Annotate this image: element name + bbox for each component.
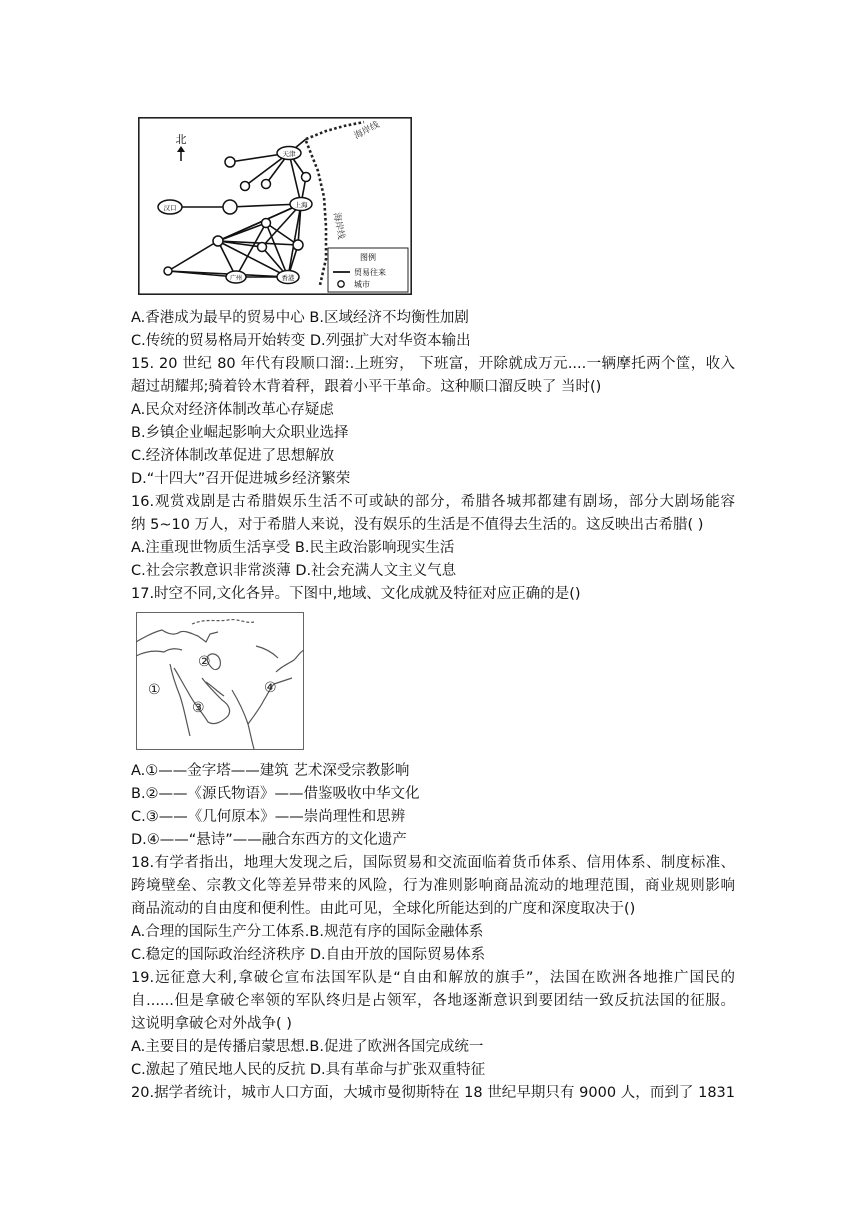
q18-options-ab: A.合理的国际生产分工体系.B.规范有序的国际金融体系 [131, 924, 484, 940]
q19-options-cd: C.激起了殖民地人民的反抗 D.具有革命与扩张双重特征 [131, 1062, 486, 1078]
q18-stem-line1: 18.有学者指出，地理大发现之后，国际贸易和交流面临着货币体系、信用体系、制度标准、 [131, 855, 735, 871]
q15-option-c: C.经济体制改革促进了思想解放 [131, 448, 335, 464]
city-tianjin [277, 147, 301, 160]
q16-stem-line1: 16.观赏戏剧是古希腊娱乐生活不可或缺的部分，希腊各城邦都建有剧场，部分大剧场能容 [131, 494, 735, 510]
map-label-4: ④ [264, 680, 277, 696]
q15-stem-line2: 超过胡耀邦;骑着铃木背着秤，跟着小平干革命。这种顺口溜反映了 当时() [131, 379, 602, 395]
q14-options-ab: A.香港成为最早的贸易中心 B.区域经济不均衡性加剧 [131, 310, 469, 326]
coastline-label-right: 海岸线 [331, 211, 346, 241]
q20-stem-line1: 20.据学者统计，城市人口方面，大城市曼彻斯特在 18 世纪早期只有 9000 人，而到了 1831 [131, 1085, 735, 1101]
q19-stem-line1: 19.远征意大利,拿破仑宣布法国军队是“自由和解放的旗手”，法国在欧洲各地推广国民的 [131, 970, 735, 986]
legend-trade-label: 贸易往来 [354, 268, 386, 277]
city-guangzhou [226, 271, 246, 283]
q17-option-d: D.④——“悬诗”——融合东西方的文化遗产 [131, 832, 407, 848]
q19-stem-line3: 这说明拿破仑对外战争( ) [131, 1016, 292, 1032]
q17-option-a: A.①——金字塔——建筑 艺术深受宗教影响 [131, 763, 410, 779]
q18-stem-line3: 商品流动的自由度和便利性。由此可见，全球化所能达到的广度和深度取决于() [131, 901, 636, 917]
q19-stem-line2: 自......但是拿破仑率领的军队终归是占领军，各地逐渐意识到要团结一致反抗法国的征服。 [131, 993, 735, 1009]
svg-text:广州: 广州 [229, 275, 243, 282]
city-shanghai [290, 198, 312, 211]
q17-stem: 17.时空不同,文化各异。下图中,地域、文化成就及特征对应正确的是() [131, 586, 581, 602]
q16-stem-line2: 纳 5~10 万人，对于希腊人来说，没有娱乐的生活是不值得去生活的。这反映出古希腊( ) [131, 517, 704, 533]
map-label-2: ② [198, 654, 211, 670]
q18-options-cd: C.稳定的国际政治经济秩序 D.自由开放的国际贸易体系 [131, 947, 486, 963]
trade-route-map [138, 117, 412, 295]
region-map [136, 612, 304, 750]
legend-city-label: 城市 [354, 280, 370, 289]
svg-text:香港: 香港 [281, 274, 295, 282]
q15-stem-line1: 15. 20 世纪 80 年代有段顺口溜:.上班穷， 下班富，开除就成万元....一辆摩托两个筐，收入 [131, 356, 735, 372]
q17-option-b: B.②——《源氏物语》——借鉴吸收中华文化 [131, 786, 420, 802]
q19-options-ab: A.主要目的是传播启蒙思想.B.促进了欧洲各国完成统一 [131, 1039, 484, 1055]
north-label: 北 [175, 133, 187, 146]
q16-options-ab: A.注重现世物质生活享受 B.民主政治影响现实生活 [131, 540, 455, 556]
q14-options-cd: C.传统的贸易格局开始转变 D.列强扩大对华资本输出 [131, 333, 471, 349]
city-hongkong [277, 271, 299, 284]
svg-text:上海: 上海 [294, 201, 308, 209]
q18-stem-line2: 跨境壁垒、宗教文化等差异带来的风险，行为准则影响商品流动的地理范围，商业规则影响 [131, 878, 735, 894]
svg-text:汉口: 汉口 [163, 204, 177, 212]
q16-options-cd: C.社会宗教意识非常淡薄 D.社会充满人文主义气息 [131, 563, 457, 579]
q17-option-c: C.③——《几何原本》——崇尚理性和思辨 [131, 809, 406, 825]
city-hankou [158, 200, 182, 214]
svg-text:天津: 天津 [282, 150, 296, 158]
map-legend [328, 248, 408, 292]
map-label-3: ③ [192, 700, 205, 716]
map-label-1: ① [148, 682, 161, 698]
q15-option-b: B.乡镇企业崛起影响大众职业选择 [131, 425, 349, 441]
q15-option-d: D.“十四大”召开促进城乡经济繁荣 [131, 471, 351, 487]
q15-option-a: A.民众对经济体制改革心存疑虑 [131, 402, 334, 418]
legend-title: 图例 [360, 253, 376, 262]
coastline-label-top: 海岸线 [352, 120, 382, 142]
